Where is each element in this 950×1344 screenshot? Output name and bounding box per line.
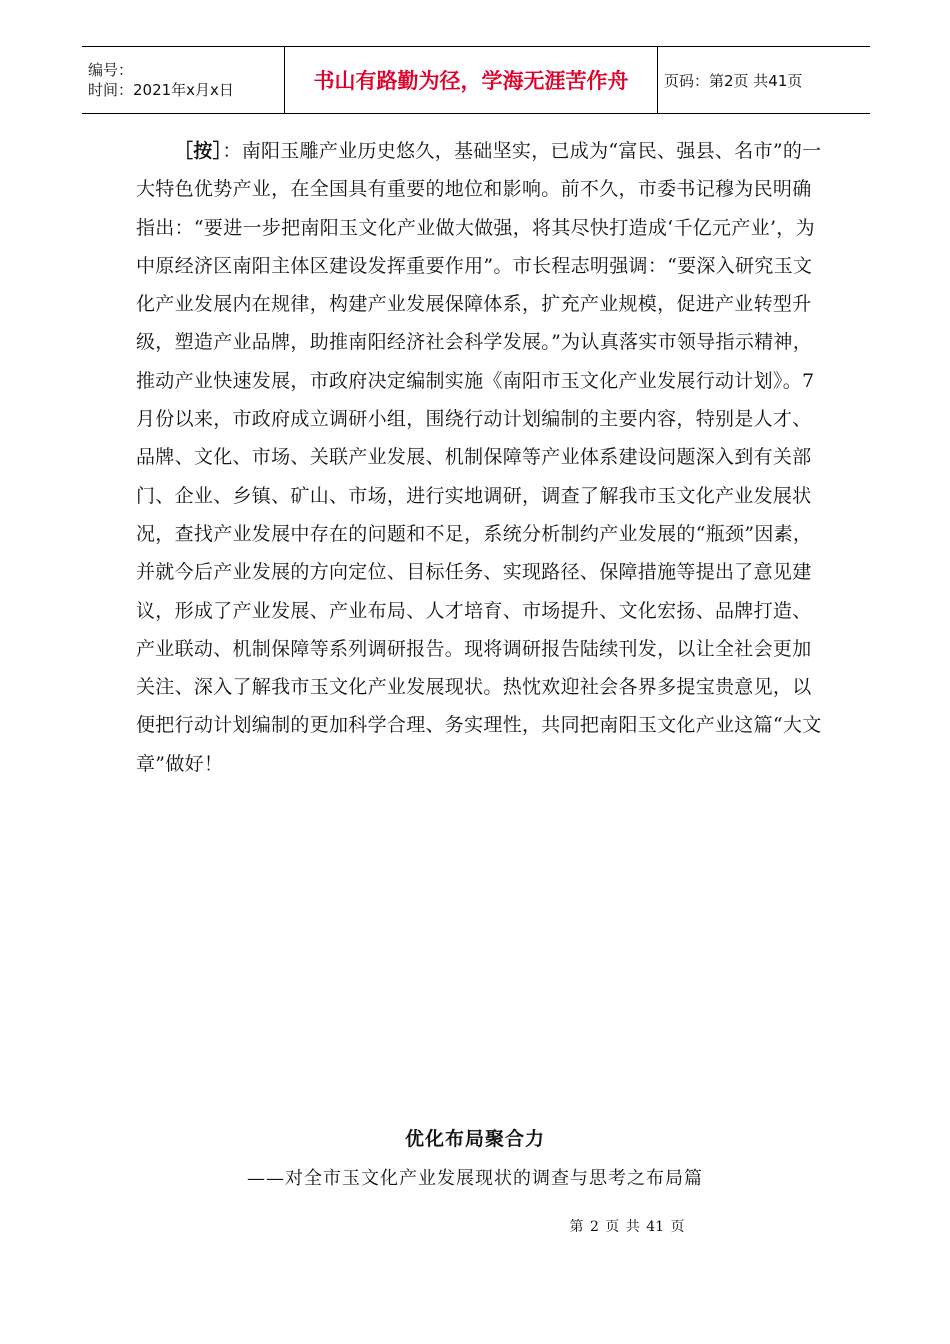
page-footer: 第 2 页 共 41 页 bbox=[569, 1219, 685, 1235]
section-subtitle: ——对全市玉文化产业发展现状的调查与思考之布局篇 bbox=[247, 1168, 703, 1189]
serial-number-label: 编号： bbox=[88, 61, 134, 79]
header-motto: 书山有路勤为径，学海无涯苦作舟 bbox=[285, 47, 658, 114]
date-label: 时间：2021年x月x日 bbox=[88, 81, 234, 99]
section-title: 优化布局聚合力 bbox=[404, 1128, 545, 1150]
header-meta bbox=[82, 47, 285, 114]
header-page-info: 页码：第2页 共41页 bbox=[658, 47, 871, 114]
editor-note bbox=[136, 132, 826, 783]
note-text: ：南阳玉雕产业历史悠久，基础坚实，已成为“富民、强县、名市”的一大特色优势产业，在全国具有重要的地位和影响。前不久，市委书记穆为民明确指出：“要进一步把南阳玉文化产业做大做强，将其尽快打造成‘千亿元产业’，为中原经济区南阳主体区建设发挥重要作用”。市长程志明强调：“要深入研究玉文化产业发展内在规律，构建产业发展保障体系，扩充产业规模，促进产业转型升级，塑造产业品牌，助推南阳经济社会科学发展。”为认真落实市领导指示精神，推动产业快速发展，市政府决定编制实施《南阳市玉文化产业发展行动计划》。7月份以来，市政府成立调研小组，围绕行动计划编制的主要内容，特别是人才、品牌、文化、市场、关联产业发展、机制保障等产业体系建设问题深入到有关部门、企业、乡镇、矿山、市场，进行实地调研，调查了解我市玉文化产业发展状况，查找产业发展中存在的问题和不足，系统分析制约产业发展的“瓶颈”因素，并就今后产业发展的方向定位、目标任务、实现路径、保障措施等提出了意见建议，形成了产业发展、产业布局、人才培育、市场提升、文化宏扬、品牌打造、产业联动、机制保障等系列调研报告。现将调研报告陆续刊发，以让全社会更加关注、深入了解我市玉文化产业发展现状。热忱欢迎社会各界多提宝贵意见，以便把行动计划编制的更加科学合理、务实理性，共同把南阳玉文化产业这篇“大文章”做好！ bbox=[136, 140, 822, 775]
editor-note-paragraph bbox=[136, 132, 826, 783]
note-label: ［按］ bbox=[174, 140, 223, 162]
document-header bbox=[82, 46, 870, 114]
